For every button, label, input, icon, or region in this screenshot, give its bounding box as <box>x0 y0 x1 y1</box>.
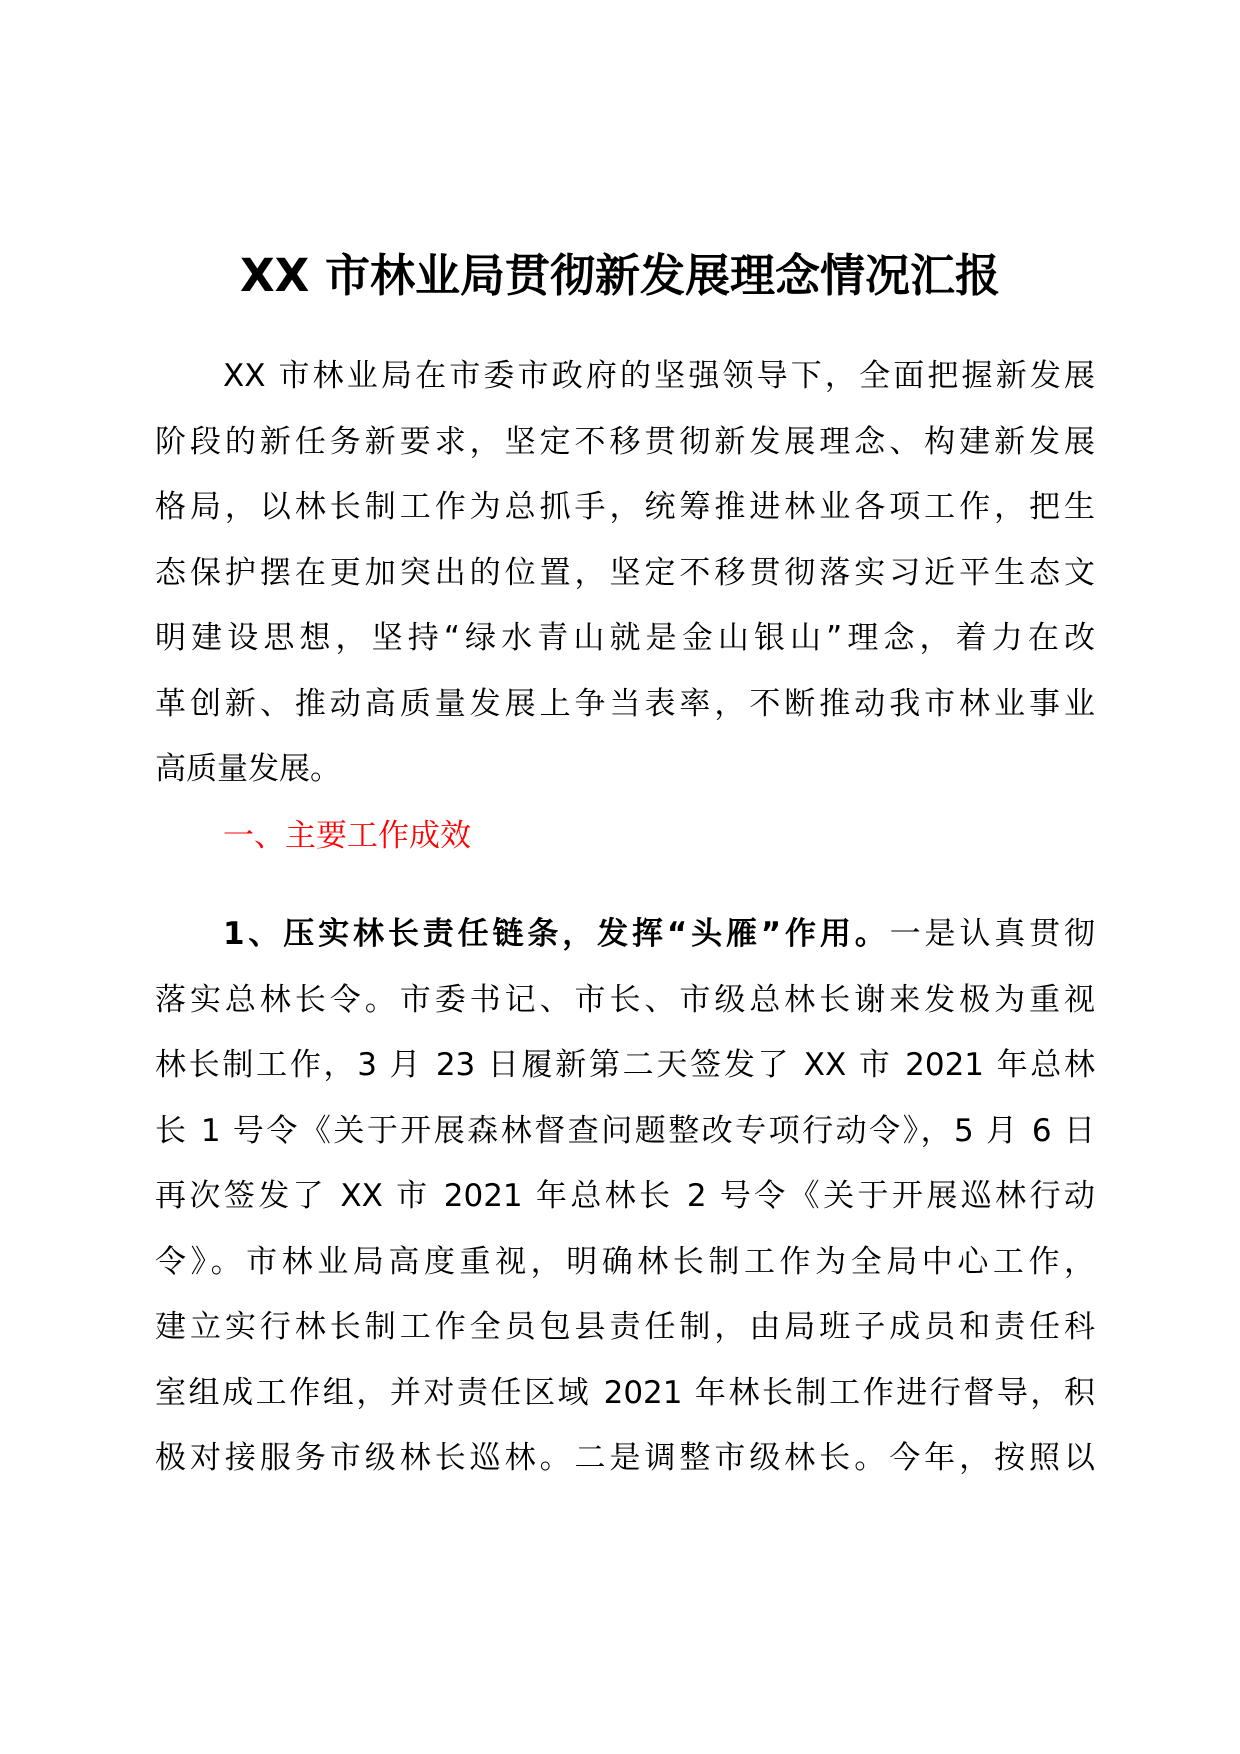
section1-bold-lead: 1、压实林长责任链条，发挥“头雁”作用。 <box>223 916 890 952</box>
intro-line: 明建设思想，坚持“绿水青山就是金山银山”理念，着力在改 <box>155 620 1095 656</box>
section1-line: 建立实行林长制工作全员包县责任制，由局班子成员和责任科 <box>155 1309 1095 1345</box>
section1-line: 再次签发了 XX 市 2021 年总林长 2 号令《关于开展巡林行动 <box>155 1178 1095 1214</box>
section-heading: 一、主要工作成效 <box>223 818 471 854</box>
intro-paragraph <box>155 344 1095 803</box>
section1-line: 室组成工作组，并对责任区域 2021 年林长制工作进行督导，积 <box>155 1374 1095 1411</box>
intro-line: 高质量发展。 <box>155 751 341 787</box>
intro-line: 阶段的新任务新要求，坚定不移贯彻新发展理念、构建新发展 <box>155 423 1095 460</box>
intro-line: XX 市林业局在市委市政府的坚强领导下，全面把握新发展 <box>223 358 1095 394</box>
intro-line: 革创新、推动高质量发展上争当表率，不断推动我市林业事业 <box>155 685 1095 722</box>
section1-paragraph <box>155 902 1095 1492</box>
section1-line: 落实总林长令。市委书记、市长、市级总林长谢来发极为重视 <box>155 981 1095 1018</box>
section1-first-line-rest: 一是认真贯彻 <box>889 916 1095 952</box>
document-title: XX 市林业局贯彻新发展理念情况汇报 <box>239 249 1001 302</box>
section1-line: 林长制工作，3 月 23 日履新第二天签发了 XX 市 2021 年总林 <box>155 1047 1095 1083</box>
section1-line: 极对接服务市级林长巡林。二是调整市级林长。今年，按照以 <box>155 1440 1095 1476</box>
section1-first-line <box>155 902 1095 968</box>
intro-line: 格局，以林长制工作为总抓手，统筹推进林业各项工作，把生 <box>155 489 1095 525</box>
intro-line: 态保护摆在更加突出的位置，坚定不移贯彻落实习近平生态文 <box>155 554 1095 591</box>
section1-line: 令》。市林业局高度重视，明确林长制工作为全局中心工作， <box>155 1243 1095 1280</box>
section1-line: 长 1 号令《关于开展森林督查问题整改专项行动令》，5 月 6 日 <box>155 1112 1095 1149</box>
